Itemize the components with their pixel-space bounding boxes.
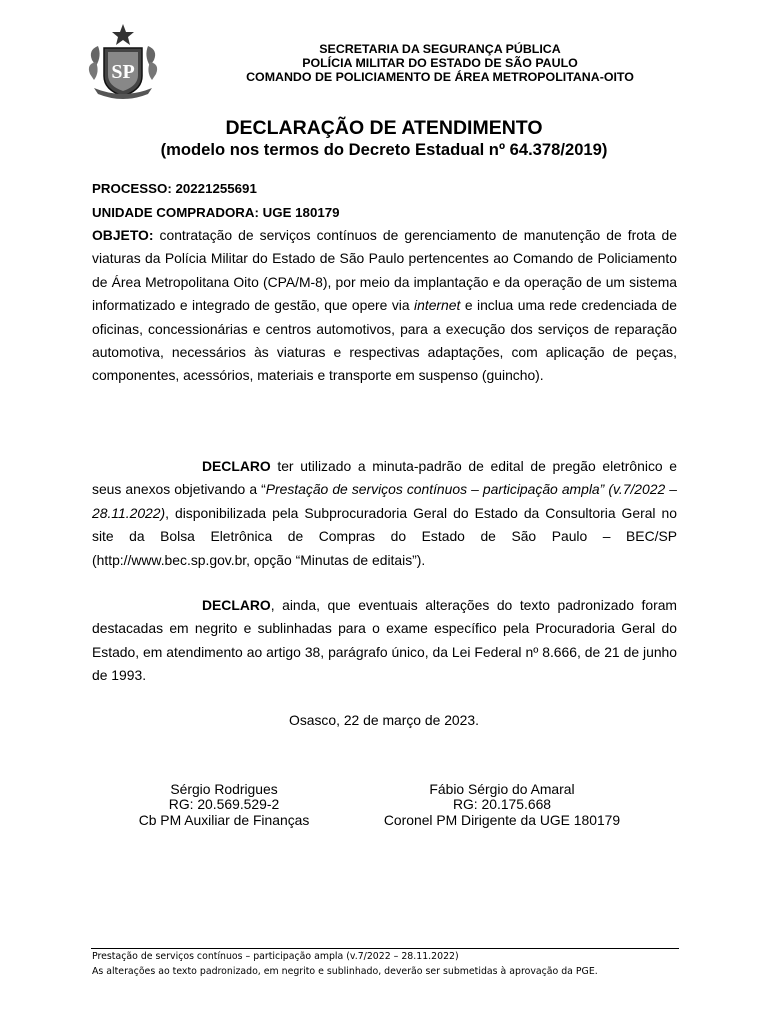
institution-header [150, 42, 730, 84]
footer-divider [91, 948, 679, 949]
signature-block-1 [74, 782, 374, 828]
declaro-paragraph-2: DECLARO, ainda, que eventuais alterações do texto padronizado foram destacadas em negrito e sublinhadas para o exame específico pela Procuradoria Geral do Estado, em atendimento ao artigo 38, parágrafo único, da Lei Federal nº 8.666, de 21 de junho de 1993. [92, 597, 677, 684]
signer-name: Sérgio Rodrigues [170, 781, 278, 797]
signer-rg: RG: 20.175.668 [452, 796, 552, 813]
footer-line-2: As alterações ao texto padronizado, em negrito e sublinhado, deverão ser submetidas à aprovação da PGE. [92, 966, 598, 977]
declaro-label-2: DECLARO [202, 597, 271, 613]
place-date: Osasco, 22 de março de 2023. [289, 712, 479, 728]
declaro-label-1: DECLARO [202, 458, 271, 474]
signer-role: Cb PM Auxiliar de Finanças [138, 811, 310, 828]
svg-text:SP: SP [111, 61, 135, 83]
footer-line-1: Prestação de serviços contínuos – participação ampla (v.7/2022 – 28.11.2022) [92, 951, 459, 962]
signer-rg: RG: 20.569.529-2 [168, 796, 280, 813]
signature-block-2 [352, 782, 652, 828]
header-line-3: COMANDO DE POLICIAMENTO DE ÁREA METROPOLITANA-OITO [246, 70, 634, 84]
header-line-2: POLÍCIA MILITAR DO ESTADO DE SÃO PAULO [302, 56, 578, 70]
objeto-label: OBJETO: [92, 227, 154, 243]
unidade-line: UNIDADE COMPRADORA: UGE 180179 [92, 205, 340, 220]
document-title: DECLARAÇÃO DE ATENDIMENTO [225, 117, 543, 139]
objeto-paragraph: OBJETO: contratação de serviços contínuos de gerenciamento de manutenção de frota de viaturas da Polícia Militar do Estado de São Paulo pertencentes ao Comando de Policiamento de Área Metropolitana Oito (CPA/M-8), por meio da implantação e da operação de um sistema informatizado e integrado de gestão, que opere via internet e inclua uma rede credenciada de oficinas, concessionárias e centros automotivos, para a execução dos serviços de reparação automotiva, necessários às viaturas e respectivas adaptações, com aplicação de peças, componentes, acessórios, materiais e transporte em suspenso (guincho). [92, 227, 677, 384]
header-line-1: SECRETARIA DA SEGURANÇA PÚBLICA [319, 42, 561, 56]
signer-role: Coronel PM Dirigente da UGE 180179 [383, 811, 621, 828]
document-subtitle: (modelo nos termos do Decreto Estadual nº 64.378/2019) [160, 140, 608, 159]
signer-name: Fábio Sérgio do Amaral [429, 781, 575, 797]
declaro-paragraph-1: DECLARO ter utilizado a minuta-padrão de edital de pregão eletrônico e seus anexos objetivando a “Prestação de serviços contínuos – participação ampla” (v.7/2022 – 28.11.2022), disponibilizada pela Subprocuradoria Geral do Estado da Consultoria Geral no site da Bolsa Eletrônica de Compras do Estado de São Paulo – BEC/SP (http://www.bec.sp.gov.br, opção “Minutas de editais”). [92, 458, 677, 568]
processo-line: PROCESSO: 20221255691 [92, 181, 257, 196]
